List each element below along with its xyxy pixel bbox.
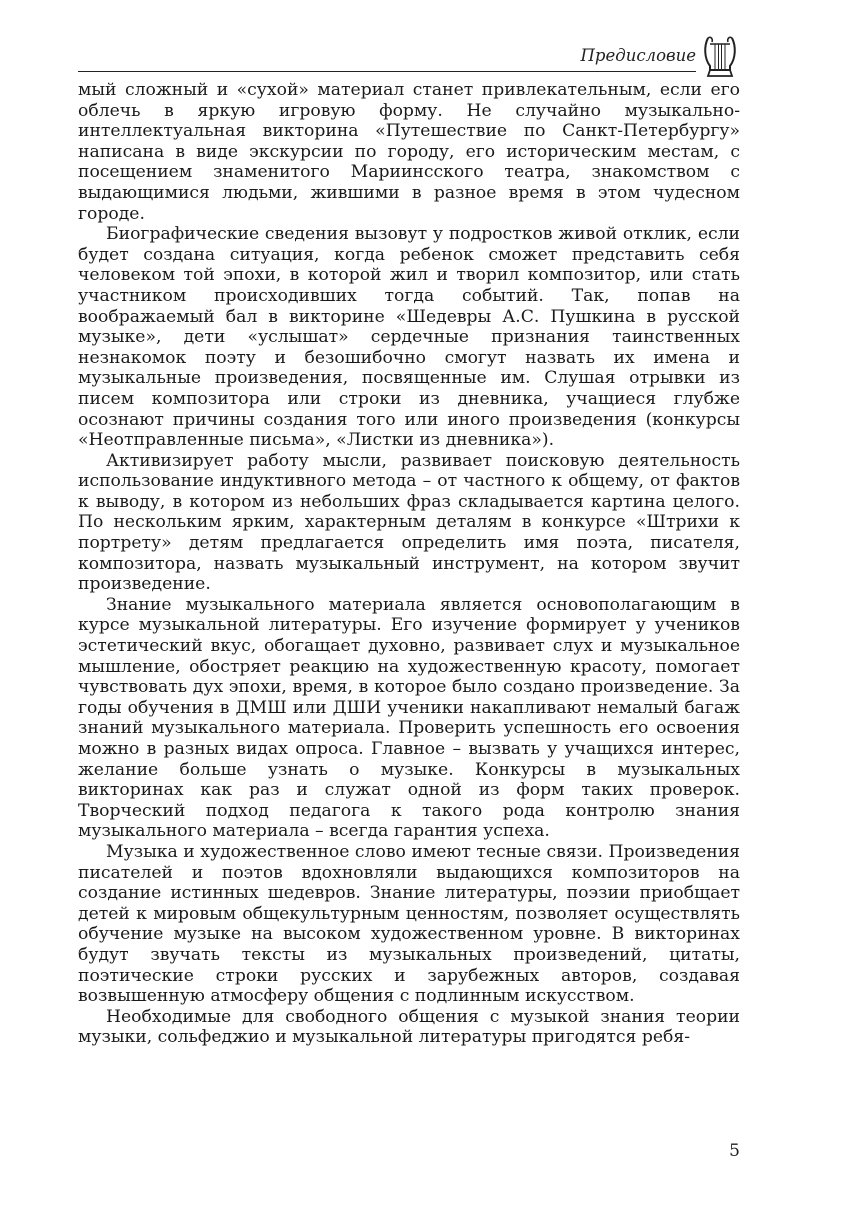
paragraph: Биографические сведения вызовут у подростков живой отклик, если будет создана ситуация, когда ребенок сможет представить себя человеком той эпохи, в которой жил и творил композитор, или стать участником происходивших тогда событий. Так, попав на воображаемый бал в викторине «Шедевры А.С. Пушкина в русской музыке», дети «услышат» сердечные признания таинственных незнакомок поэту и безошибочно смогут назвать их имена и музыкальные произведения, посвященные им. Слушая отрывки из писем композитора или строки из дневника, учащиеся глубже осознают причины создания того или иного произведения (конкурсы «Неотправленные письма», «Листки из дневника»). — [78, 224, 740, 451]
paragraph: Музыка и художественное слово имеют тесные связи. Произведения писателей и поэтов вдохновляли выдающихся композиторов на создание истинных шедевров. Знание литературы, поэзии приобщает детей к мировым общекультурным ценностям, позволяет осуществлять обучение музыке на высоком художественном уровне. В викторинах будут звучать тексты из музыкальных произведений, цитаты, поэтические строки русских и зарубежных авторов, создавая возвышенную атмосферу общения с подлинным искусством. — [78, 841, 740, 1007]
page-number: 5 — [729, 1141, 740, 1161]
paragraph: Знание музыкального материала является основополагающим в курсе музыкальной литературы. Его изучение формирует у учеников эстетический вкус, обогащает духовно, развивает слух и музыкальное мышление, обостряет реакцию на художественную красоту, помогает чувствовать дух эпохи, время, в которое было создано произведение. За годы обучения в ДМШ или ДШИ ученики накапливают немалый багаж знаний музыкального материала. Проверить успешность его освоения можно в разных видах опроса. Главное – вызвать у учащихся интерес, желание больше узнать о музыке. Конкурсы в музыкальных викторинах как раз и служат одной из форм таких проверок. Творческий подход педагога к такого рода контролю знания музыкального материала – всегда гарантия успеха. — [78, 594, 740, 842]
paragraph: мый сложный и «сухой» материал станет привлекательным, если его облечь в яркую игровую форму. Не случайно музыкально-интеллектуальная викторина «Путешествие по Санкт-Петербургу» написана в виде экскурсии по городу, его историческим местам, с посещением знаменитого Мариинсского театра, знакомством с выдающимися людьми, жившими в разное время в этом чудесном городе. — [78, 80, 740, 224]
header-rule — [78, 71, 696, 72]
header-title: Предисловие — [580, 46, 696, 65]
running-header — [78, 34, 740, 80]
paragraph: Активизирует работу мысли, развивает поисковую деятельность использование индуктивного метода – от частного к общему, от фактов к выводу, в котором из небольших фраз складывается картина целого. По нескольким ярким, характерным деталям в конкурсе «Штрихи к портрету» детям предлагается определить имя поэта, писателя, композитора, назвать музыкальный инструмент, на котором звучит произведение. — [78, 450, 740, 595]
lyre-icon — [700, 34, 740, 80]
body-text — [78, 80, 740, 1048]
paragraph: Необходимые для свободного общения с музыкой знания теории музыки, сольфеджио и музыкальной литературы пригодятся ребя- — [78, 1006, 740, 1048]
